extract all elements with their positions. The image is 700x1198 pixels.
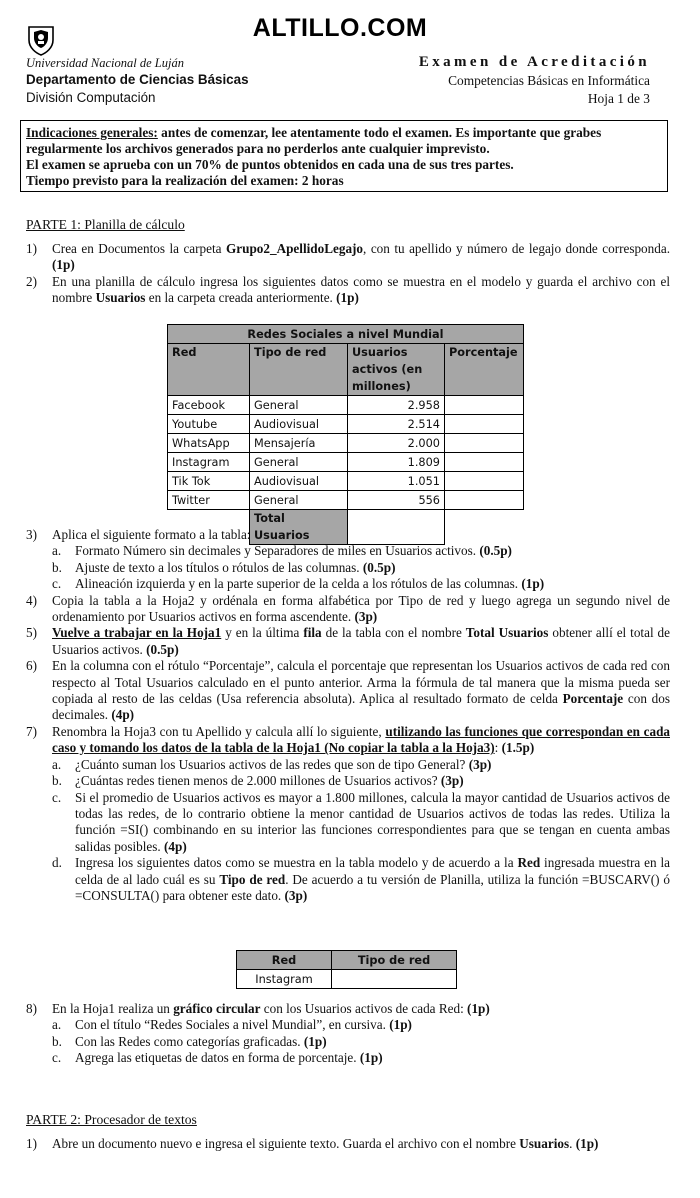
question-5: 5) Vuelve a trabajar en la Hoja1 y en la última fila de la tabla con el nombre Total Usuarios obtener allí el total de Usuarios activos. (0.5p)	[26, 625, 671, 657]
question-2: 2) En una planilla de cálculo ingresa los siguientes datos como se muestra en el modelo y guarda el archivo con el nombre Usuarios en la carpeta creada anteriormente. (1p)	[26, 273, 670, 306]
table-row: Facebook General 2.958	[168, 396, 524, 415]
question-3: 3) Aplica el siguiente formato a la tabla:	[26, 527, 251, 542]
header-usuarios: Usuarios activos (en millones)	[348, 344, 445, 396]
header-red: Red	[168, 344, 250, 396]
question-8c: c. Agrega las etiquetas de datos en forma de porcentaje. (1p)	[52, 1050, 383, 1066]
table-row: Twitter General 556	[168, 491, 524, 510]
question-3c: c. Alineación izquierda y en la parte superior de la celda a los rótulos de las columnas. (1p)	[52, 576, 545, 592]
table-row: WhatsApp Mensajería 2.000	[168, 434, 524, 453]
question-6: 6) En la columna con el rótulo “Porcentaje”, calcula el porcentaje que representan los Usuarios activos de cada red con respecto al Total Usuarios calculado en el punto anterior. Arma la fórmula de tal manera que la misma pueda ser copiada al resto de las celdas (Usa referencia absoluta). Aplica al resultado formato de celda Porcentaje con dos decimales. (4p)	[26, 658, 670, 723]
question-3a: a. Formato Número sin decimales y Separadores de miles en Usuarios activos. (0.5p)	[52, 543, 512, 559]
question-1: 1) Crea en Documentos la carpeta Grupo2_ApellidoLegajo, con tu apellido y número de legajo donde corresponda. (1p)	[26, 241, 670, 273]
question-3b: b. Ajuste de texto a los títulos o rótulos de las columnas. (0.5p)	[52, 559, 396, 575]
exam-title: Examen de Acreditación	[418, 54, 650, 70]
question-7: 7) Renombra la Hoja3 con tu Apellido y calcula allí lo siguiente, utilizando las funciones que correspondan en cada caso y tomando los datos de la tabla de la Hoja1 (No copiar la tabla a la Hoja3): (1.5p)	[26, 723, 670, 756]
department-name: Departamento de Ciencias Básicas	[26, 72, 249, 87]
site-brand: ALTILLO.COM	[252, 14, 428, 42]
university-name: Universidad Nacional de Luján	[26, 56, 184, 70]
lookup-table	[236, 950, 457, 989]
lookup-tipo-value	[332, 970, 457, 989]
instructions-line-2: El examen se aprueba con un 70% de puntos obtenidos en cada una de sus tres partes.	[26, 157, 514, 172]
instructions-line-3: Tiempo previsto para la realización del examen: 2 horas	[26, 173, 344, 188]
lookup-header-tipo: Tipo de red	[332, 951, 457, 970]
question-7a: a. ¿Cuánto suman los Usuarios activos de las redes que son de tipo General? (3p)	[52, 756, 492, 772]
table-row: Instagram General 1.809	[168, 453, 524, 472]
question-4: 4) Copia la tabla a la Hoja2 y ordénala en forma alfabética por Tipo de red y luego agrega un segundo nivel de ordenamiento por Usuarios activos en forma ascendente. (3p)	[26, 592, 670, 625]
header-tipo: Tipo de red	[250, 344, 348, 396]
page-indicator: Hoja 1 de 3	[587, 91, 650, 106]
instructions-line-1: antes de comenzar, lee atentamente todo el examen. Es importante que grabes regularmente los archivos generados para no perderlos ante cualquier imprevisto.	[26, 125, 602, 156]
part2-question-1: 1) Abre un documento nuevo e ingresa el siguiente texto. Guarda el archivo con el nombre Usuarios. (1p)	[26, 1136, 599, 1151]
part1-questions-3-7	[26, 527, 670, 904]
question-7c: c. Si el promedio de Usuarios activos es mayor a 1.800 millones, calcula la mayor cantidad de Usuarios activos de todas las redes, de lo contrario obtiene la menor cantidad de Usuarios activos de todas las redes. Utiliza la función =SI() combinando en su interior las funciones correspondientes para que se tengan en cuenta ambas salidas posibles. (4p)	[52, 789, 670, 854]
total-label: Total Usuarios	[250, 510, 348, 545]
part1-question-8	[26, 1001, 670, 1067]
division-name: División Computación	[26, 90, 156, 105]
general-instructions-box	[20, 120, 668, 192]
header-porcentaje: Porcentaje	[445, 344, 524, 396]
social-networks-table	[167, 324, 524, 545]
part1-heading: PARTE 1: Planilla de cálculo	[26, 217, 185, 232]
table-row: Youtube Audiovisual 2.514	[168, 415, 524, 434]
question-8: 8) En la Hoja1 realiza un gráfico circular con los Usuarios activos de cada Red: (1p)	[26, 1001, 490, 1016]
instructions-label: Indicaciones generales:	[26, 125, 158, 140]
subject-name: Competencias Básicas en Informática	[448, 73, 650, 88]
lookup-red-value: Instagram	[237, 970, 332, 989]
part2-questions	[26, 1136, 670, 1152]
table-title: Redes Sociales a nivel Mundial	[168, 325, 524, 344]
question-8a: a. Con el título “Redes Sociales a nivel Mundial”, en cursiva. (1p)	[52, 1017, 412, 1033]
university-crest-icon	[26, 24, 56, 56]
question-8b: b. Con las Redes como categorías graficadas. (1p)	[52, 1033, 327, 1049]
question-7b: b. ¿Cuántas redes tienen menos de 2.000 millones de Usuarios activos? (3p)	[52, 773, 464, 789]
question-7d: d. Ingresa los siguientes datos como se muestra en la tabla modelo y de acuerdo a la Red ingresada muestra en la celda de al lado cuál es su Tipo de red. De acuerdo a tu versión de Planilla, utiliza la función =BUSCARV() ó =CONSULTA() para obtener este dato. (3p)	[52, 855, 670, 903]
table-row	[237, 970, 457, 989]
part1-questions-1-2	[26, 241, 670, 307]
table-row: Tik Tok Audiovisual 1.051	[168, 472, 524, 491]
lookup-header-red: Red	[237, 951, 332, 970]
part2-heading: PARTE 2: Procesador de textos	[26, 1112, 197, 1127]
